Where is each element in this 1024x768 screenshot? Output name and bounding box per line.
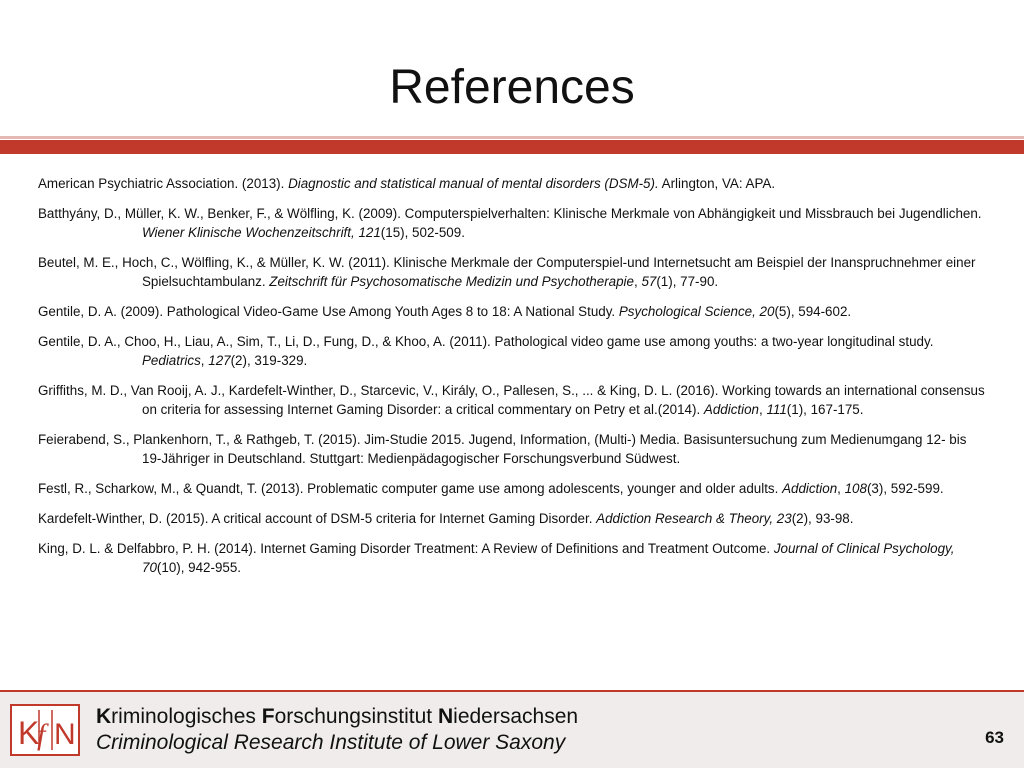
reference-text: (3), 592-599.	[866, 481, 944, 496]
reference-italic-text: 108	[844, 481, 867, 496]
institute-name-english: Criminological Research Institute of Lower Saxony	[96, 731, 566, 754]
kfn-logo	[10, 704, 80, 756]
reference-text: (10), 942-955.	[156, 560, 242, 575]
reference-italic-text: 127	[208, 353, 231, 368]
reference-italic-text: Diagnostic and statistical manual of mental disorders (DSM-5).	[288, 176, 659, 191]
page-title: References	[389, 61, 635, 114]
institute-name-part: F	[261, 705, 275, 728]
reference-text: (15), 502-509.	[380, 225, 465, 240]
institute-name-part: K	[96, 705, 112, 728]
reference-text: Batthyány, D., Müller, K. W., Benker, F., & Wölfling, K. (2009). Computerspielverhalten: Klinische Merkmale von Abhängigkeit und Missbrauch bei Jugendlichen.	[38, 206, 982, 221]
reference-text: ,	[837, 481, 845, 496]
reference-text: Arlington, VA: APA.	[658, 176, 776, 191]
reference-text: (1), 167-175.	[786, 402, 864, 417]
logo-letter-f: f	[37, 718, 46, 751]
institute-name-part: N	[437, 705, 454, 728]
reference-text: Gentile, D. A., Choo, H., Liau, A., Sim, T., Li, D., Fung, D., & Khoo, A. (2011). Pathological video game use among youths: a two-year longitudinal study.	[38, 334, 934, 349]
reference-text: ,	[200, 353, 209, 368]
reference-item	[38, 539, 988, 577]
footer	[0, 690, 1024, 768]
page-number: 63	[985, 728, 1004, 747]
reference-item	[38, 253, 988, 291]
reference-item	[38, 302, 988, 321]
reference-text: Feierabend, S., Plankenhorn, T., & Rathgeb, T. (2015). Jim-Studie 2015. Jugend, Information, (Multi-) Media. Basisuntersuchung zum Medienumgang 12- bis 19-Jähriger in Deutschland. Stuttgart: Medienpädagogischer Forschungsverbund Südwest.	[38, 432, 967, 466]
reference-item	[38, 381, 988, 419]
reference-text: (5), 594-602.	[774, 304, 852, 319]
reference-text: American Psychiatric Association. (2013).	[38, 176, 289, 191]
reference-italic-text: Pediatrics	[142, 353, 201, 368]
reference-italic-text: Wiener Klinische Wochenzeitschrift, 121	[142, 225, 381, 240]
reference-text: ,	[633, 274, 642, 289]
reference-item	[38, 509, 988, 528]
reference-text: King, D. L. & Delfabbro, P. H. (2014). Internet Gaming Disorder Treatment: A Review of Definitions and Treatment Outcome.	[38, 541, 774, 556]
reference-italic-text: Psychological Science, 20	[618, 304, 775, 319]
reference-text: Griffiths, M. D., Van Rooij, A. J., Kardefelt-Winther, D., Starcevic, V., Király, O., Pallesen, S., ... & King, D. L. (2016). Working towards an international consensus on criteria for assessing Internet Gaming Disorder: a critical commentary on Petry et al.(2014).	[38, 383, 985, 417]
reference-text: (1), 77-90.	[656, 274, 719, 289]
logo-letter-k: K	[18, 715, 40, 751]
reference-text: (2), 319-329.	[230, 353, 308, 368]
reference-text: Beutel, M. E., Hoch, C., Wölfling, K., & Müller, K. W. (2011). Klinische Merkmale der Computerspiel-und Internetsucht am Beispiel der Inanspruchnehmer einer Spielsuchtambulanz.	[38, 255, 976, 289]
reference-italic-text: Addiction Research & Theory, 23	[596, 511, 792, 526]
reference-item	[38, 174, 988, 193]
institute-name-part: orschungsinstitut	[274, 705, 438, 728]
reference-italic-text: 57	[641, 274, 657, 289]
institute-name-part: iedersachsen	[453, 705, 579, 728]
reference-text: (2), 93-98.	[791, 511, 854, 526]
reference-italic-text: Addiction	[782, 481, 838, 496]
logo-letter-n: N	[54, 718, 76, 751]
reference-italic-text: 111	[766, 402, 787, 417]
footer-divider	[0, 690, 1024, 692]
title-divider	[0, 140, 1024, 154]
institute-name-german	[96, 704, 578, 730]
reference-item	[38, 430, 988, 468]
reference-italic-text: Addiction	[703, 402, 759, 417]
reference-list	[38, 174, 988, 588]
reference-item	[38, 479, 988, 498]
reference-italic-text: Zeitschrift für Psychosomatische Medizin und Psychotherapie	[269, 274, 634, 289]
reference-text: ,	[758, 402, 767, 417]
reference-item	[38, 204, 988, 242]
institute-name-part: riminologisches	[111, 705, 262, 728]
reference-text: Festl, R., Scharkow, M., & Quandt, T. (2013). Problematic computer game use among adolescents, younger and older adults.	[38, 481, 783, 496]
reference-text: Gentile, D. A. (2009). Pathological Video-Game Use Among Youth Ages 8 to 18: A National Study.	[38, 304, 619, 319]
reference-italic-text: Journal of Clinical Psychology, 70	[142, 541, 955, 575]
reference-item	[38, 332, 988, 370]
reference-text: Kardefelt-Winther, D. (2015). A critical account of DSM-5 criteria for Internet Gaming Disorder.	[38, 511, 597, 526]
